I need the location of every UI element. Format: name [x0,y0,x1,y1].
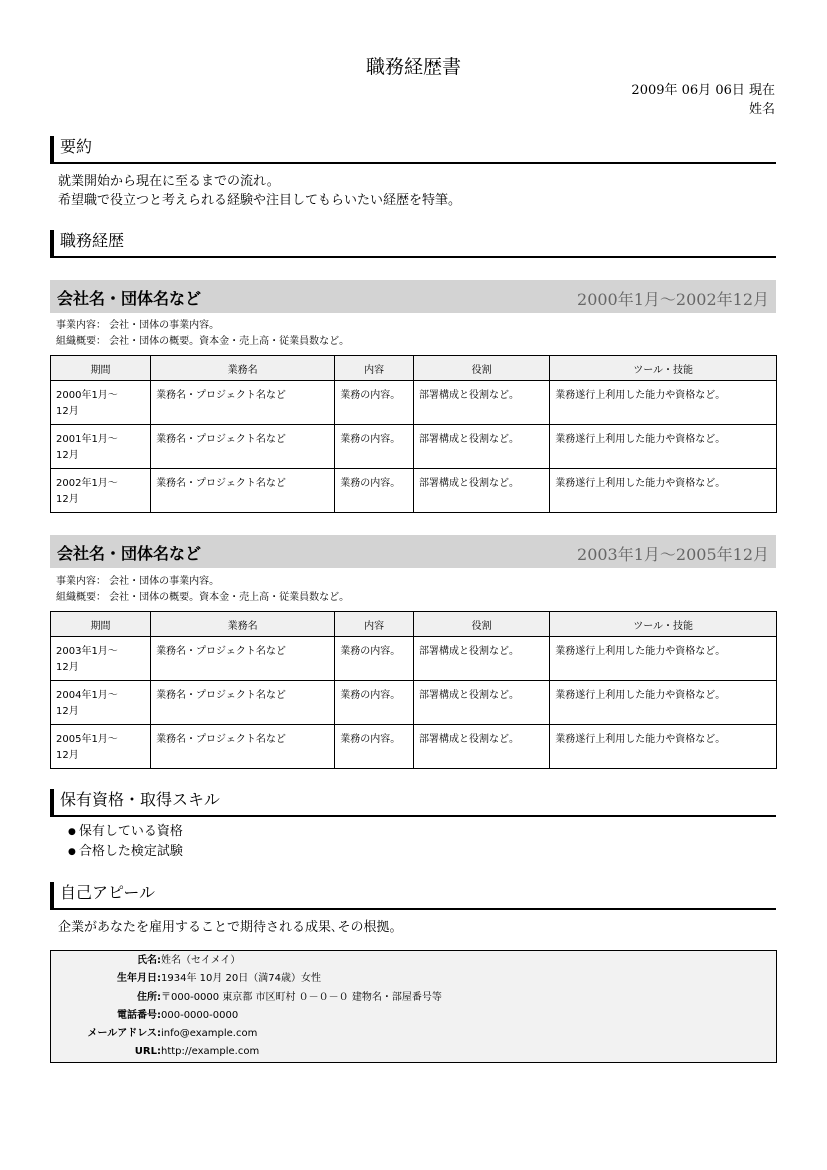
self-pr-heading: 自己アピール [50,882,776,910]
cell-task: 業務名・プロジェクト名など [151,725,335,769]
table-row [51,469,777,513]
company-organization: 組織概要： 会社・団体の概要。資本金・売上高・従業員数など。 [56,592,350,603]
contact-row-address [51,989,442,1007]
contact-label: 氏名: [137,955,161,966]
cell-tools: 業務遂行上利用した能力や資格など。 [550,637,777,681]
col-header-period: 期間 [51,612,151,637]
col-header-role: 役割 [413,356,549,381]
cell-role: 部署構成と役割など。 [413,425,549,469]
contact-value: 姓名（セイメイ） [161,955,241,966]
col-header-task: 業務名 [151,356,335,381]
cell-content: 業務の内容。 [335,425,414,469]
contact-value: 000-0000-0000 [161,1010,239,1021]
cell-task: 業務名・プロジェクト名など [151,637,335,681]
cell-role: 部署構成と役割など。 [413,725,549,769]
cell-tools: 業務遂行上利用した能力や資格など。 [550,681,777,725]
cell-tools: 業務遂行上利用した能力や資格など。 [550,469,777,513]
company-organization: 組織概要： 会社・団体の概要。資本金・売上高・従業員数など。 [56,336,350,347]
contact-row-email [51,1025,257,1043]
contact-row-birthdate [51,970,321,988]
company-meta [56,574,349,606]
col-header-period: 期間 [51,356,151,381]
table-row [51,681,777,725]
cell-content: 業務の内容。 [335,637,414,681]
list-item: ● 合格した検定試験 [68,842,183,862]
contact-label: URL: [134,1046,161,1057]
company-period: 2003年1月～2005年12月 [577,545,769,564]
cell-period: 2000年1月～ 12月 [51,381,151,425]
cell-tools: 業務遂行上利用した能力や資格など。 [550,725,777,769]
table-row [51,381,777,425]
summary-line: 就業開始から現在に至るまでの流れ。 [58,174,280,189]
cell-task: 業務名・プロジェクト名など [151,425,335,469]
self-pr-text: 企業があなたを雇用することで期待される成果､その根拠。 [58,920,403,935]
cell-task: 業務名・プロジェクト名など [151,469,335,513]
cell-role: 部署構成と役割など。 [413,381,549,425]
cell-period: 2003年1月～ 12月 [51,637,151,681]
cell-role: 部署構成と役割など。 [413,469,549,513]
contact-label: 住所: [137,992,161,1003]
contact-value: 1934年 10月 20日（満74歳）女性 [161,973,321,984]
table-row [51,425,777,469]
summary-heading: 要約 [50,136,776,164]
cell-content: 業務の内容。 [335,725,414,769]
col-header-content: 内容 [335,612,414,637]
contact-box [50,950,777,1063]
contact-row-phone [51,1007,238,1025]
applicant-name: 姓名 [748,102,775,117]
job-table [50,611,777,769]
col-header-tools: ツール・技能 [550,612,777,637]
company-business: 事業内容： 会社・団体の事業内容。 [56,320,220,331]
summary-line: 希望職で役立つと考えられる経験や注目してもらいたい経歴を特筆。 [58,193,462,208]
contact-value: 〒000-0000 東京都 市区町村 ０－０－０ 建物名・部屋番号等 [161,992,442,1003]
company-header [50,280,776,313]
cell-period: 2001年1月～ 12月 [51,425,151,469]
col-header-role: 役割 [413,612,549,637]
company-header [50,535,776,568]
cell-content: 業務の内容。 [335,681,414,725]
contact-row-url [51,1043,259,1061]
cell-period: 2004年1月～ 12月 [51,681,151,725]
contact-value: info@example.com [161,1028,258,1039]
contact-label: 生年月日: [117,973,161,984]
company-period: 2000年1月～2002年12月 [577,290,769,309]
company-name: 会社名・団体名など [57,544,202,563]
qualifications-list [68,822,183,862]
document-date: 2009年 06月 06日 現在 [631,83,775,98]
cell-tools: 業務遂行上利用した能力や資格など。 [550,425,777,469]
contact-row-name [51,952,240,970]
col-header-tools: ツール・技能 [550,356,777,381]
cell-role: 部署構成と役割など。 [413,681,549,725]
qualifications-heading: 保有資格・取得スキル [50,789,776,817]
cell-role: 部署構成と役割など。 [413,637,549,681]
summary-text [58,172,461,210]
cell-tools: 業務遂行上利用した能力や資格など。 [550,381,777,425]
company-meta [56,318,349,350]
cell-period: 2002年1月～ 12月 [51,469,151,513]
col-header-content: 内容 [335,356,414,381]
cell-task: 業務名・プロジェクト名など [151,381,335,425]
contact-label: 電話番号: [117,1010,161,1021]
table-row [51,725,777,769]
career-heading: 職務経歴 [50,230,776,258]
cell-task: 業務名・プロジェクト名など [151,681,335,725]
page-title: 職務経歴書 [365,56,461,78]
contact-value: http://example.com [161,1046,260,1057]
table-row [51,637,777,681]
cell-period: 2005年1月～ 12月 [51,725,151,769]
col-header-task: 業務名 [151,612,335,637]
company-business: 事業内容： 会社・団体の事業内容。 [56,576,220,587]
list-item: ● 保有している資格 [68,822,183,842]
cell-content: 業務の内容。 [335,381,414,425]
cell-content: 業務の内容。 [335,469,414,513]
contact-label: メールアドレス: [87,1028,161,1039]
company-name: 会社名・団体名など [57,289,202,308]
job-table [50,355,777,513]
